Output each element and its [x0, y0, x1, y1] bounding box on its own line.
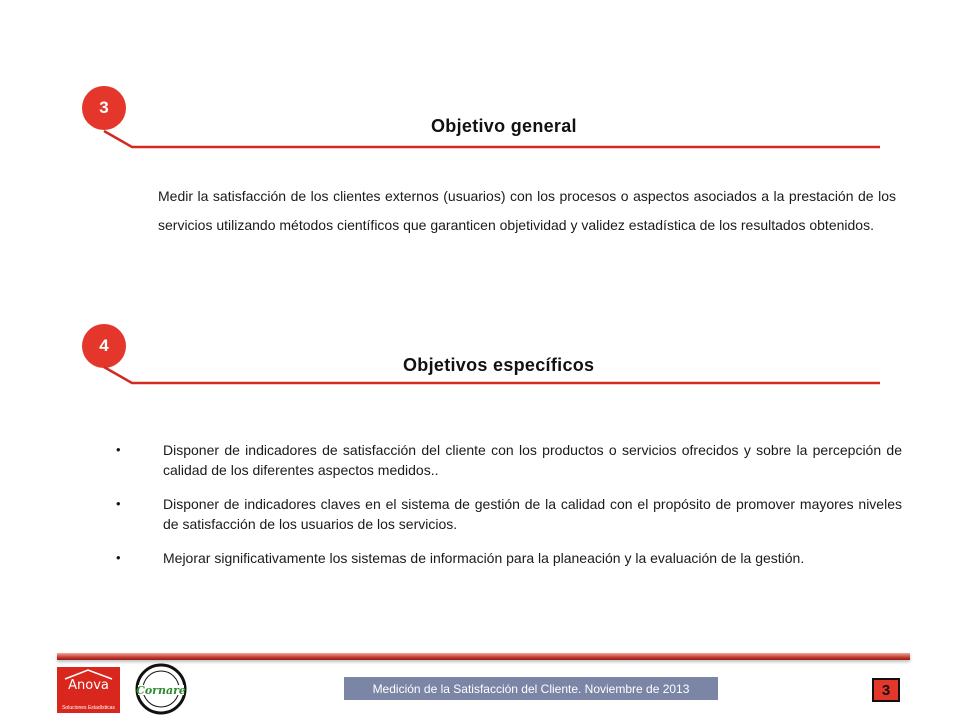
anova-logo	[57, 667, 120, 713]
objectives-list	[116, 440, 902, 582]
footer-caption: Medición de la Satisfacción del Cliente. Noviembre de 2013	[344, 677, 718, 700]
bullet-icon: •	[116, 550, 121, 565]
list-item-text: Disponer de indicadores de satisfacción del cliente con los productos o servicios ofrecidos y sobre la percepción de calidad de los diferentes aspectos medidos..	[163, 442, 902, 478]
section-title: Objetivos específicos	[403, 355, 595, 375]
cornare-logo	[130, 661, 192, 717]
list-item-text: Mejorar significativamente los sistemas de información para la planeación y la evaluación de la gestión.	[163, 550, 805, 566]
page-number: 3	[872, 678, 900, 702]
section-title: Objetivo general	[431, 116, 577, 136]
bullet-icon: •	[116, 496, 121, 511]
logo-name: Cornare	[136, 684, 186, 697]
list-item-text: Disponer de indicadores claves en el sistema de gestión de la calidad con el propósito de promover mayores niveles de satisfacción de los usuarios de los servicios.	[163, 496, 902, 532]
section-number-badge: 4	[82, 324, 126, 368]
logo-subtitle: Soluciones Estadísticas	[62, 705, 115, 711]
logo-name: Anova	[68, 678, 109, 693]
list-item	[116, 548, 902, 568]
objective-paragraph: Medir la satisfacción de los clientes externos (usuarios) con los procesos o aspectos asociados a la prestación de los servicios utilizando métodos científicos que garanticen objetividad y validez estadística de los resultados obtenidos.	[158, 188, 896, 233]
footer-bar	[57, 653, 910, 660]
section-number-badge: 3	[82, 86, 126, 130]
bullet-icon: •	[116, 442, 121, 457]
list-item	[116, 440, 902, 480]
list-item	[116, 494, 902, 534]
